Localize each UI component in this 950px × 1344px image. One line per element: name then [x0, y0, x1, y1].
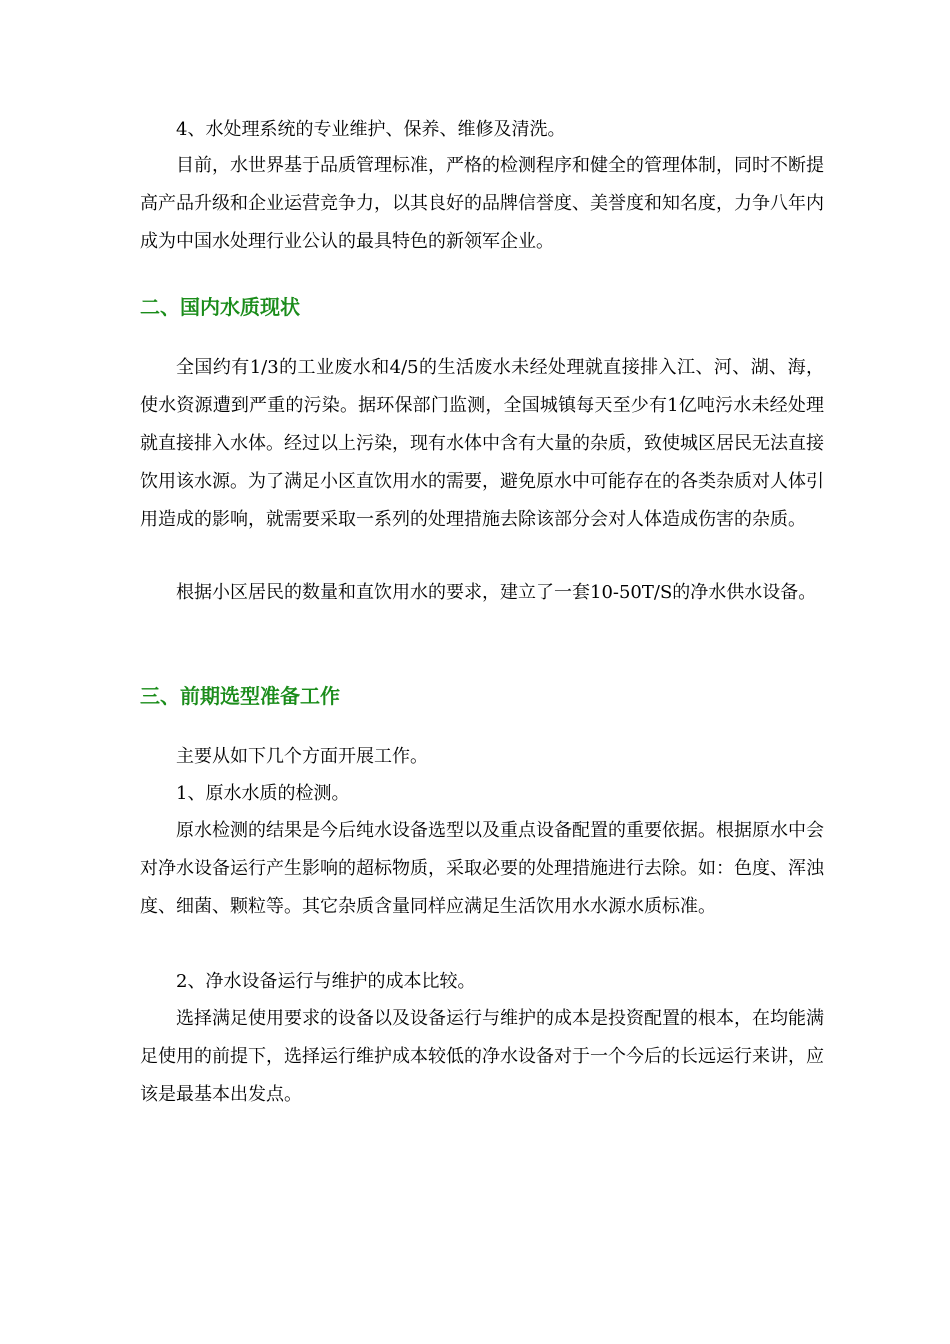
paragraph-item-1: 1、原水水质的检测。: [176, 783, 350, 804]
section-heading-3: 三、前期选型准备工作: [140, 684, 340, 708]
paragraph-raw-water-test: 原水检测的结果是今后纯水设备选型以及重点设备配置的重要依据。根据原水中会对净水设备运行产生影响的超标物质，采取必要的处理措施进行去除。如：色度、浑浊度、细菌、颗粒等。其它杂质含量同样应满足生活饮用水水源水质标准。: [140, 820, 824, 917]
section-heading-2: 二、国内水质现状: [140, 295, 300, 319]
paragraph-intro: 主要从如下几个方面开展工作。: [176, 746, 428, 767]
paragraph-item-2: 2、净水设备运行与维护的成本比较。: [176, 971, 476, 992]
paragraph-item-4: 4、水处理系统的专业维护、保养、维修及清洗。: [176, 119, 566, 140]
paragraph-company-goal: 目前，水世界基于品质管理标准，严格的检测程序和健全的管理体制，同时不断提高产品升级和企业运营竞争力，以其良好的品牌信誉度、美誉度和知名度，力争八年内成为中国水处理行业公认的最具特色的新领军企业。: [140, 155, 824, 252]
paragraph-equipment-setup: 根据小区居民的数量和直饮用水的要求，建立了一套10-50T/S的净水供水设备。: [176, 582, 817, 603]
paragraph-water-status: 全国约有1/3的工业废水和4/5的生活废水未经处理就直接排入江、河、湖、海，使水资源遭到严重的污染。据环保部门监测，全国城镇每天至少有1亿吨污水未经处理就直接排入水体。经过以上污染，现有水体中含有大量的杂质，致使城区居民无法直接饮用该水源。为了满足小区直饮用水的需要，避免原水中可能存在的各类杂质对人体引用造成的影响，就需要采取一系列的处理措施去除该部分会对人体造成伤害的杂质。: [140, 357, 824, 530]
paragraph-cost-comparison: 选择满足使用要求的设备以及设备运行与维护的成本是投资配置的根本，在均能满足使用的前提下，选择运行维护成本较低的净水设备对于一个今后的长远运行来讲，应该是最基本出发点。: [140, 1008, 824, 1105]
